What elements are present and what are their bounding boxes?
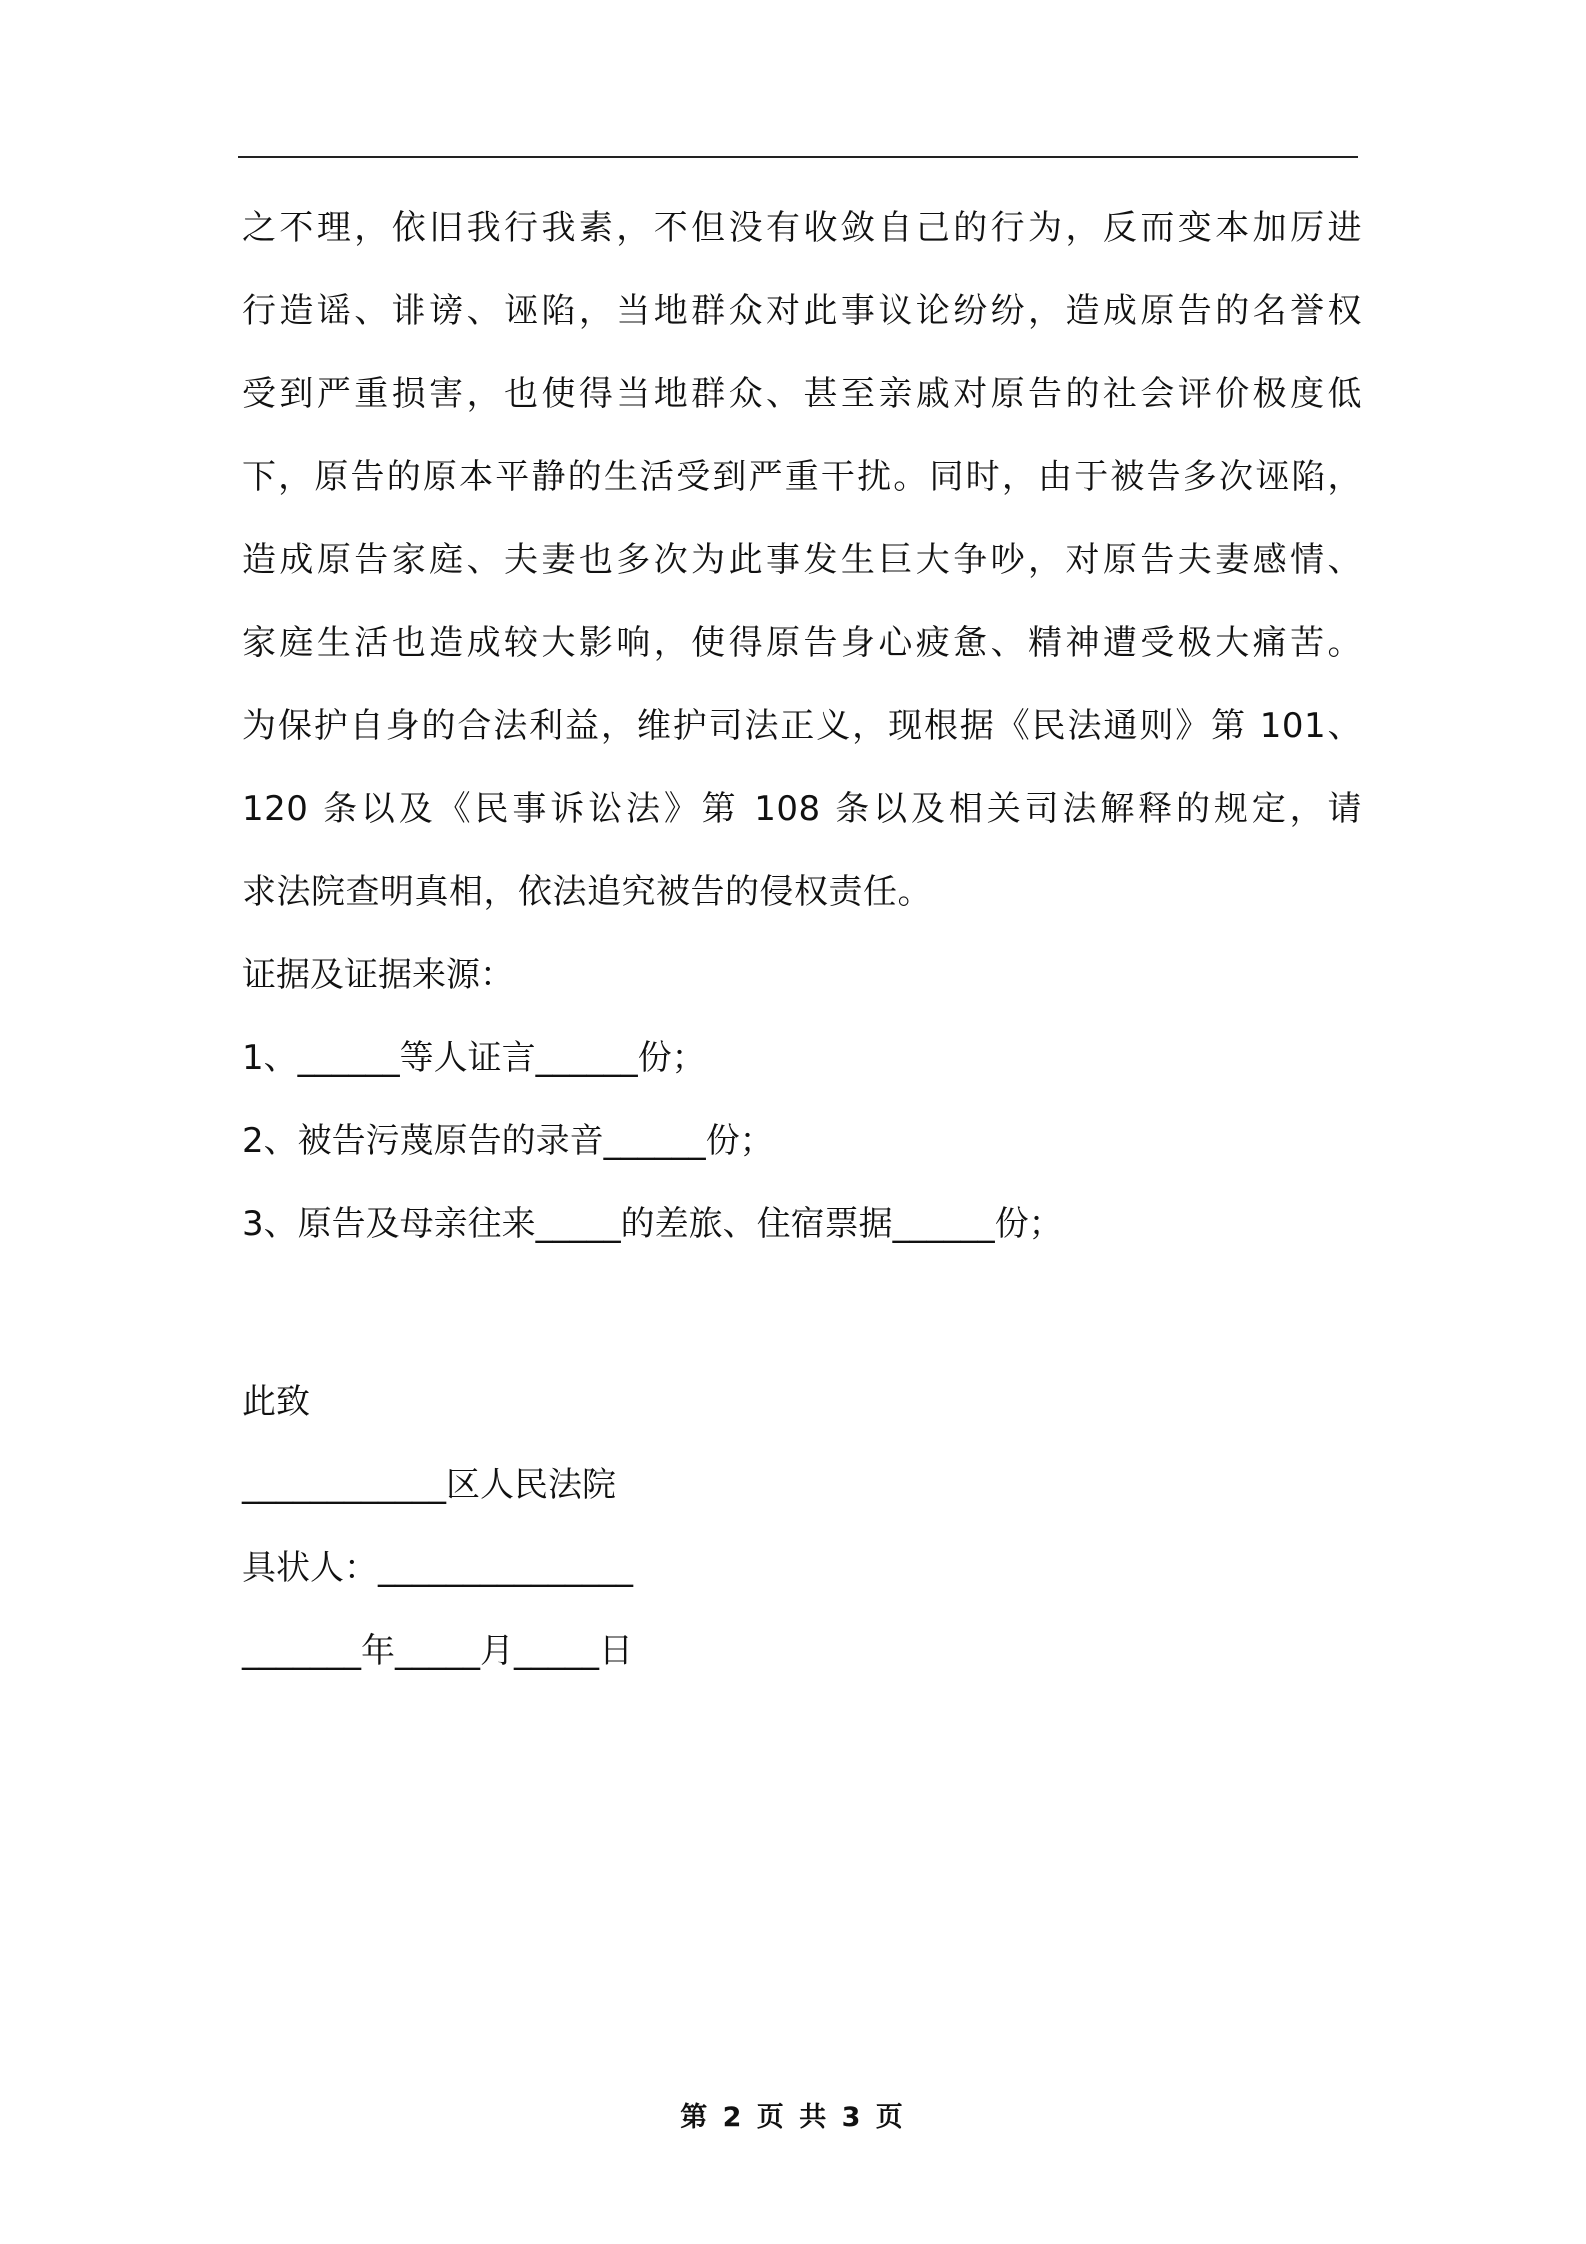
evidence-item: 3、原告及母亲往来_____的差旅、住宿票据______份；	[242, 1204, 1063, 1244]
paragraph-line: 造成原告家庭、夫妻也多次为此事发生巨大争吵，对原告夫妻感情、	[242, 540, 1362, 580]
court-line: ____________区人民法院	[242, 1465, 616, 1505]
evidence-list	[242, 1028, 1362, 1277]
paragraph-line: 下，原告的原本平静的生活受到严重干扰。同时，由于被告多次诬陷，	[242, 457, 1362, 497]
page-footer: 第 2 页 共 3 页	[680, 2102, 906, 2133]
paragraph-line: 120 条以及《民事诉讼法》第 108 条以及相关司法解释的规定，请	[242, 789, 1362, 829]
evidence-item: 1、______等人证言______份；	[242, 1038, 706, 1078]
paragraph-line: 之不理，依旧我行我素，不但没有收敛自己的行为，反而变本加厉进	[242, 208, 1362, 248]
header-rule	[238, 156, 1358, 158]
paragraph-line: 家庭生活也造成较大影响，使得原告身心疲惫、精神遭受极大痛苦。	[242, 623, 1362, 663]
evidence-heading: 证据及证据来源：	[242, 955, 514, 995]
evidence-item: 2、被告污蔑原告的录音______份；	[242, 1121, 774, 1161]
complaint-paragraph	[242, 198, 1362, 945]
paragraph-line: 受到严重损害，也使得当地群众、甚至亲戚对原告的社会评价极度低	[242, 374, 1362, 414]
plaintiff-line: 具状人：_______________	[242, 1548, 633, 1588]
salutation: 此致	[242, 1382, 310, 1422]
date-line: _______年_____月_____日	[242, 1631, 633, 1671]
paragraph-line: 行造谣、诽谤、诬陷，当地群众对此事议论纷纷，造成原告的名誉权	[242, 291, 1362, 331]
document-body	[242, 198, 1362, 1277]
paragraph-line: 为保护自身的合法利益，维护司法正义，现根据《民法通则》第 101、	[242, 706, 1362, 746]
paragraph-line-last: 求法院查明真相，依法追究被告的侵权责任。	[242, 872, 932, 912]
closing-block	[242, 1372, 1242, 1704]
